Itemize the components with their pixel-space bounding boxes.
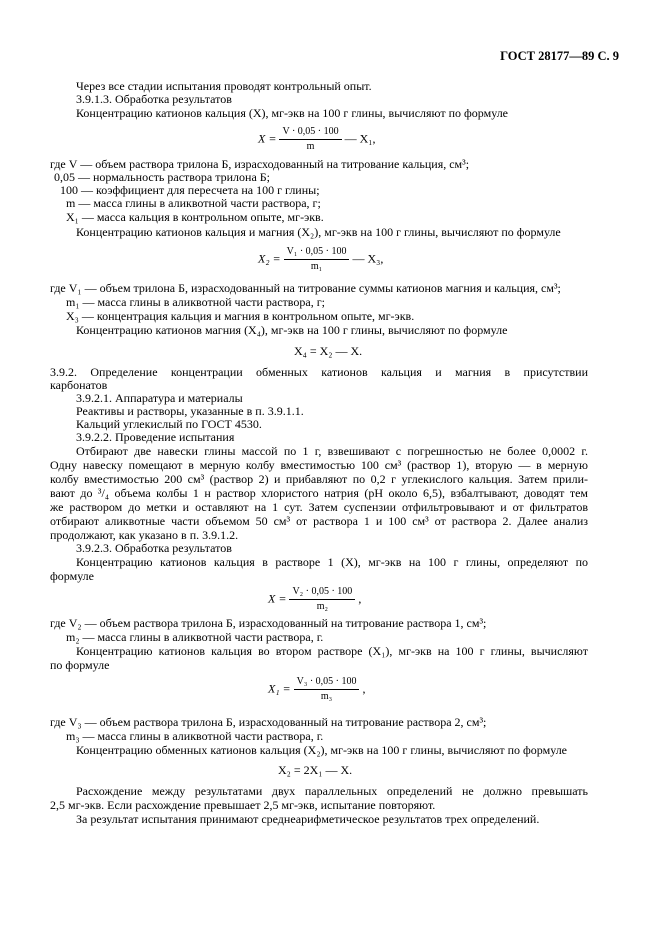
formula-3: X₄ = X₂ — X. (294, 344, 363, 358)
formula-2: X₂ = $\frac{\text{V₁ · 0,05 · 100}}{\text{m₁}}$ — X₃, (258, 246, 384, 272)
text-line: где V₂ — объем раствора трилона Б, израсходованный на титрование раствора 1, см³; (50, 616, 487, 630)
text-line: колбу вместимостью 200 см³ (раствор 2) и прибавляют по 0,2 г углекислого кальция. Затем прили- (50, 472, 588, 486)
text-line: m₂ — масса глины в аликвотной части раствора, г. (66, 630, 324, 644)
formula-6: X₂ = 2X₁ — X. (278, 763, 353, 777)
text-line: продолжают, как указано в п. 3.9.1.2. (50, 528, 239, 542)
text-line: где V₃ — объем раствора трилона Б, израсходованный на титрование раствора 2, см³; (50, 715, 487, 729)
text-line: 0,05 — нормальность раствора трилона Б; (54, 170, 270, 184)
text-line: Отбирают две навески глины массой по 1 г, взвешивают с погрешностью не более 0,0002 г. (76, 444, 588, 458)
text-line: За результат испытания принимают среднеарифметическое результатов трех определений. (76, 812, 540, 826)
text-line: карбонатов (50, 378, 108, 392)
text-line: X₃ — концентрация кальция и магния в контрольном опыте, мг-экв. (66, 309, 415, 323)
text-line: вают до ³/₄ объема колбы 1 н раствор хлористого натрия (pH около 6,5), взбалтывают, доводят тем (50, 486, 588, 500)
section-heading: 3.9.1.3. Обработка результатов (76, 92, 232, 106)
formula-5: X₁ = $\frac{\text{V₃ · 0,05 · 100}}{\text{m₃}}$ , (268, 676, 366, 702)
text-line: Концентрацию катионов кальция и магния (X₂), мг-экв на 100 г глины, вычисляют по формуле (76, 225, 561, 239)
text-line: m — масса глины в аликвотной части раствора, г; (66, 196, 321, 210)
text-line: Кальций углекислый по ГОСТ 4530. (76, 417, 262, 431)
text-line: Концентрацию катионов кальция в растворе 1 (X), мг-экв на 100 г глины, определяют по (76, 555, 588, 569)
text-line: отбирают аликвотные части объемом 50 см³ от раствора 1 и 100 см³ от раствора 2. Далее анализ (50, 514, 588, 528)
text-line: m₃ — масса глины в аликвотной части раствора, г. (66, 729, 324, 743)
section-heading: 3.9.2. Определение концентрации обменных катионов кальция и магния в присутствии (50, 365, 588, 379)
formula-1: X = $\frac{V \cdot 0,05 \cdot 100}{m}$ — X₁, (258, 126, 376, 152)
text-line: 2,5 мг-экв. Если расхождение превышает 2,5 мг-экв, испытание повторяют. (50, 798, 436, 812)
section-heading: 3.9.2.3. Обработка результатов (76, 541, 232, 555)
formula-4: X = $\frac{\text{V₂ · 0,05 · 100}}{\text{m₂}}$ , (268, 586, 362, 612)
text-line: 100 — коэффициент для пересчета на 100 г глины; (60, 183, 320, 197)
text-line: Расхождение между результатами двух параллельных определений не должно превышать (76, 784, 588, 798)
text-line: Через все стадии испытания проводят контрольный опыт. (76, 79, 372, 93)
section-heading: 3.9.2.1. Аппаратура и материалы (76, 391, 243, 405)
text-line: Реактивы и растворы, указанные в п. 3.9.1.1. (76, 404, 304, 418)
section-heading: 3.9.2.2. Проведение испытания (76, 430, 235, 444)
text-line: X₁ — масса кальция в контрольном опыте, мг-экв. (66, 210, 324, 224)
text-line: по формуле (50, 658, 110, 672)
text-line: Концентрацию катионов кальция во втором растворе (X₁), мг-экв на 100 г глины, вычисляют (76, 644, 588, 658)
text-line: m₁ — масса глины в аликвотной части раствора, г; (66, 295, 325, 309)
text-line: Концентрацию обменных катионов кальция (X₂), мг-экв на 100 г глины, вычисляют по формуле (76, 743, 568, 757)
text-line: же раствором до метки и оставляют на 1 сут. Затем суспензии отфильтровывают и от фильтратов (50, 500, 588, 514)
text-line: Концентрацию катионов кальция (X), мг-экв на 100 г глины, вычисляют по формуле (76, 106, 509, 120)
text-line: формуле (50, 569, 94, 583)
page-header: ГОСТ 28177—89 С. 9 (500, 49, 619, 63)
text-line: где V — объем раствора трилона Б, израсходованный на титрование кальция, см³; (50, 157, 470, 171)
text-line: Концентрацию катионов магния (X₄), мг-экв на 100 г глины, вычисляют по формуле (76, 323, 508, 337)
text-line: Одну навеску помещают в мерную колбу вместимостью 100 см³ (раствор 1), вторую — в мерную (50, 458, 588, 472)
text-line: где V₁ — объем трилона Б, израсходованный на титрование суммы катионов магния и кальция, см³; (50, 281, 561, 295)
